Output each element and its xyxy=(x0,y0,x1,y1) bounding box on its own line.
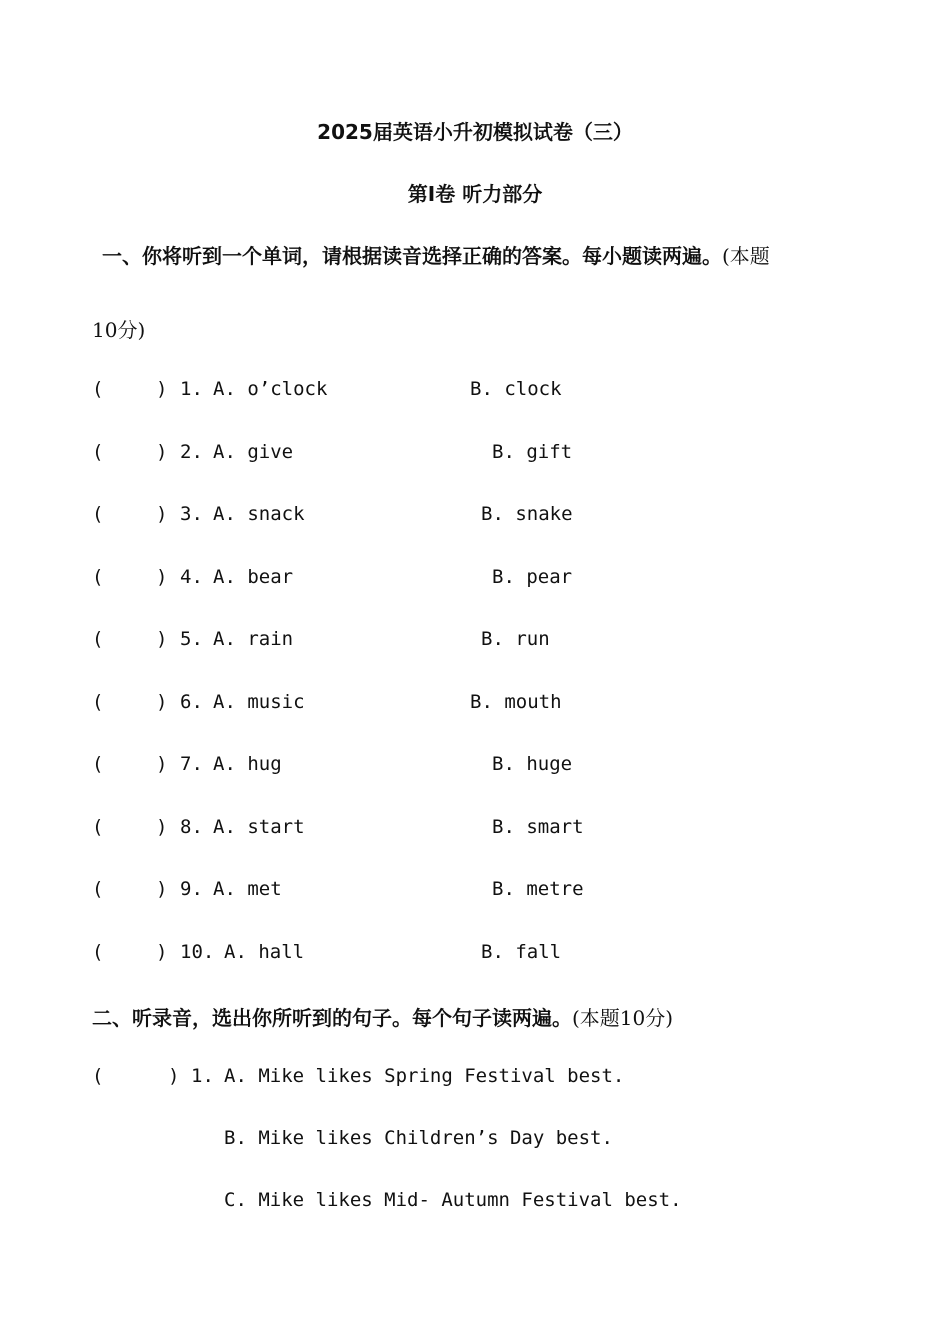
answer-blank-close: ) xyxy=(156,940,168,963)
answer-blank-open[interactable]: ( xyxy=(92,753,104,775)
answer-blank-open[interactable]: ( xyxy=(92,503,104,525)
item-number: 6. xyxy=(180,690,203,713)
answer-blank-close: ) xyxy=(156,503,168,525)
section1-heading xyxy=(102,240,770,269)
answer-blank-open[interactable]: ( xyxy=(92,940,104,963)
item-number: 7. xyxy=(180,753,203,775)
answer-blank-close: ) xyxy=(168,1065,180,1087)
option-a: A. give xyxy=(213,440,294,463)
option-a: A. snack xyxy=(213,503,305,525)
answer-blank-close: ) xyxy=(156,815,168,838)
part-title: 第Ⅰ卷 听力部分 xyxy=(407,182,543,206)
item-number: 2. xyxy=(180,440,203,463)
option-b: B. mouth xyxy=(470,690,562,713)
item-number: 1. xyxy=(191,1065,214,1087)
exam-title: 2025届英语小升初模拟试卷（三） xyxy=(317,120,633,144)
item-number: 1. xyxy=(180,378,203,400)
option-a: A. rain xyxy=(213,628,294,650)
answer-blank-close: ) xyxy=(156,628,168,650)
answer-blank-open[interactable]: ( xyxy=(92,878,104,900)
option-b: B. smart xyxy=(492,815,584,838)
answer-blank-open[interactable]: ( xyxy=(92,565,104,588)
section1-note: (本题 xyxy=(722,244,770,268)
option-a: A. hall xyxy=(224,940,305,963)
answer-blank-close: ) xyxy=(156,378,168,400)
section2-heading xyxy=(92,1002,673,1031)
item-number: 3. xyxy=(180,503,203,525)
item-number: 9. xyxy=(180,878,203,900)
section1-note-cont xyxy=(92,314,145,343)
option-a: A. o’clock xyxy=(213,378,328,400)
option-b: B. Mike likes Children’s Day best. xyxy=(224,1127,613,1149)
option-b: B. huge xyxy=(492,753,573,775)
option-b: B. fall xyxy=(481,940,562,963)
option-b: B. gift xyxy=(492,440,573,463)
option-a: A. bear xyxy=(213,565,294,588)
option-b: B. metre xyxy=(492,878,584,900)
option-b: B. clock xyxy=(470,378,562,400)
answer-blank-close: ) xyxy=(156,753,168,775)
answer-blank-close: ) xyxy=(156,878,168,900)
item-number: 10. xyxy=(180,940,215,963)
section1-heading-text: 一、你将听到一个单词，请根据读音选择正确的答案。每小题读两遍。 xyxy=(102,244,722,268)
option-a: A. music xyxy=(213,690,305,713)
item-number: 4. xyxy=(180,565,203,588)
option-a: A. hug xyxy=(213,753,282,775)
item-number: 8. xyxy=(180,815,203,838)
answer-blank-open[interactable]: ( xyxy=(92,378,104,400)
section2-note: (本题10分) xyxy=(572,1006,674,1030)
answer-blank-close: ) xyxy=(156,690,168,713)
section2-heading-text: 二、听录音，选出你所听到的句子。每个句子读两遍。 xyxy=(92,1006,572,1030)
answer-blank-open[interactable]: ( xyxy=(92,1065,104,1087)
item-number: 5. xyxy=(180,628,203,650)
option-b: B. snake xyxy=(481,503,573,525)
option-a: A. Mike likes Spring Festival best. xyxy=(224,1065,625,1087)
option-b: B. pear xyxy=(492,565,573,588)
option-b: B. run xyxy=(481,628,550,650)
option-a: A. met xyxy=(213,878,282,900)
option-a: A. start xyxy=(213,815,305,838)
answer-blank-close: ) xyxy=(156,440,168,463)
answer-blank-open[interactable]: ( xyxy=(92,440,104,463)
answer-blank-close: ) xyxy=(156,565,168,588)
option-c: C. Mike likes Mid- Autumn Festival best. xyxy=(224,1189,682,1211)
section1-note-2: 10分) xyxy=(92,318,146,342)
answer-blank-open[interactable]: ( xyxy=(92,628,104,650)
answer-blank-open[interactable]: ( xyxy=(92,690,104,713)
answer-blank-open[interactable]: ( xyxy=(92,815,104,838)
